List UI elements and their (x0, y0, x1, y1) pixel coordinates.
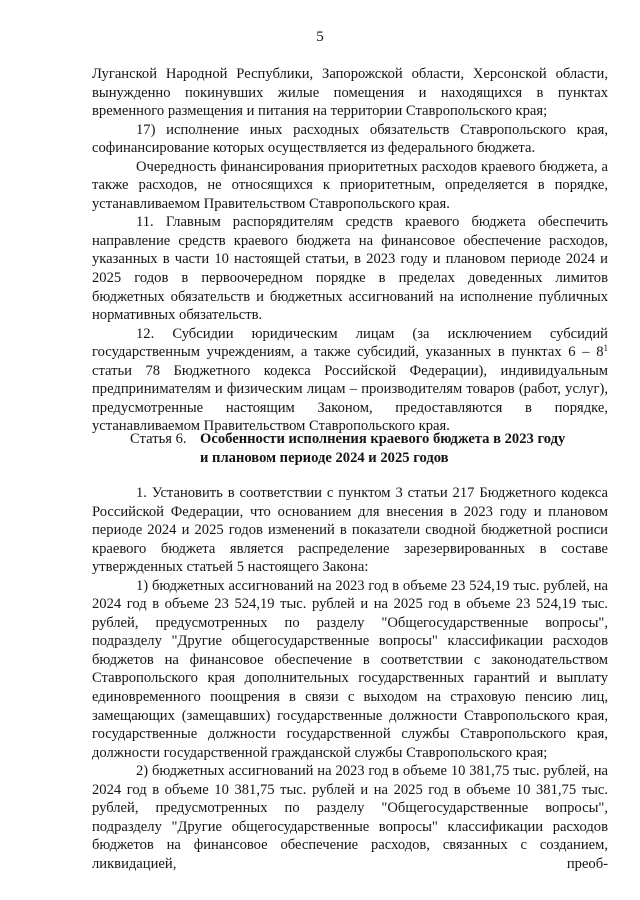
article-title-line2: и плановом периоде 2024 и 2025 годов (200, 450, 449, 466)
paragraph-text: 12. Субсидии юридическим лицам (за исключением субсидий государственным учреждениям, а также субсидий, указанных в пунктах 6 – 8 (92, 325, 608, 361)
article-title-line1: Особенности исполнения краевого бюджета в 2023 году (200, 431, 566, 447)
paragraph: 1) бюджетных ассигнований на 2023 год в объеме 23 524,19 тыс. рублей, на 2024 год в объеме 23 524,19 тыс. рублей и на 2025 год в объеме 23 524,19 тыс. рублей, предусмотренных по разделу "Общегосударственные вопросы", подразделу "Другие общегосударственные вопросы" классификации расходов бюджетов на финансовое обеспечение в соответствии с законодательством Ставропольского края дополнительных государственных гарантий и выплату единовременного поощрения в связи с выходом на страховую пенсию лиц, замещающих (замещавших) государственные должности Ставропольского края, государственные должности государственной службы Ставропольского края, должности государственной гражданской службы Ставропольского края; (92, 577, 608, 761)
paragraph-text: статьи 78 Бюджетного кодекса Российской Федерации), индивидуальным предпринимателям и физическим лицам – производителям товаров (работ, услуг), предусмотренные настоящим Законом, предоставляются в порядке, устанавливаемом Правительством Ставропольского края. (92, 362, 608, 435)
paragraph (92, 325, 608, 436)
paragraph: 2) бюджетных ассигнований на 2023 год в объеме 10 381,75 тыс. рублей, на 2024 год в объеме 10 381,75 тыс. рублей и на 2025 год в объеме 10 381,75 тыс. рублей, предусмотренных по разделу "Общегосударственные вопросы", подразделу "Другие общегосударственные вопросы" классификации расходов бюджетов на финансовое обеспечение расходов, связанных с созданием, ликвидацией, преоб- (92, 763, 608, 872)
article-label: Статья 6. (130, 431, 187, 447)
superscript: 1 (603, 343, 608, 354)
page-number: 5 (316, 29, 324, 45)
paragraph: Очередность финансирования приоритетных расходов краевого бюджета, а также расходов, не относящихся к приоритетным, определяется в порядке, устанавливаемом Правительством Ставропольского края. (92, 158, 608, 212)
article-heading (130, 430, 608, 468)
paragraph: Луганской Народной Республики, Запорожской области, Херсонской области, вынужденно покинувших жилые помещения и находящихся в пунктах временного размещения и питания на территории Ставропольского края; (92, 66, 608, 120)
paragraph: 17) исполнение иных расходных обязательств Ставропольского края, софинансирование которых осуществляется из федерального бюджета. (92, 121, 608, 157)
bottom-text-block (92, 484, 608, 873)
paragraph: 1. Установить в соответствии с пунктом 3 статьи 217 Бюджетного кодекса Российской Федерации, что основанием для внесения в 2023 году и плановом периоде 2024 и 2025 годов изменений в показатели сводной бюджетной росписи краевого бюджета является распределение зарезервированных в составе утвержденных статьей 5 настоящего Закона: (92, 485, 608, 576)
top-text-block (92, 65, 608, 436)
paragraph: 11. Главным распорядителям средств краевого бюджета обеспечить направление средств краевого бюджета на финансовое обеспечение расходов, указанных в части 10 настоящей статьи, в 2023 году и плановом периоде 2024 и 2025 годов в первоочередном порядке в пределах доведенных лимитов бюджетных обязательств и бюджетных ассигнований на исполнение публичных нормативных обязательств. (92, 214, 608, 324)
